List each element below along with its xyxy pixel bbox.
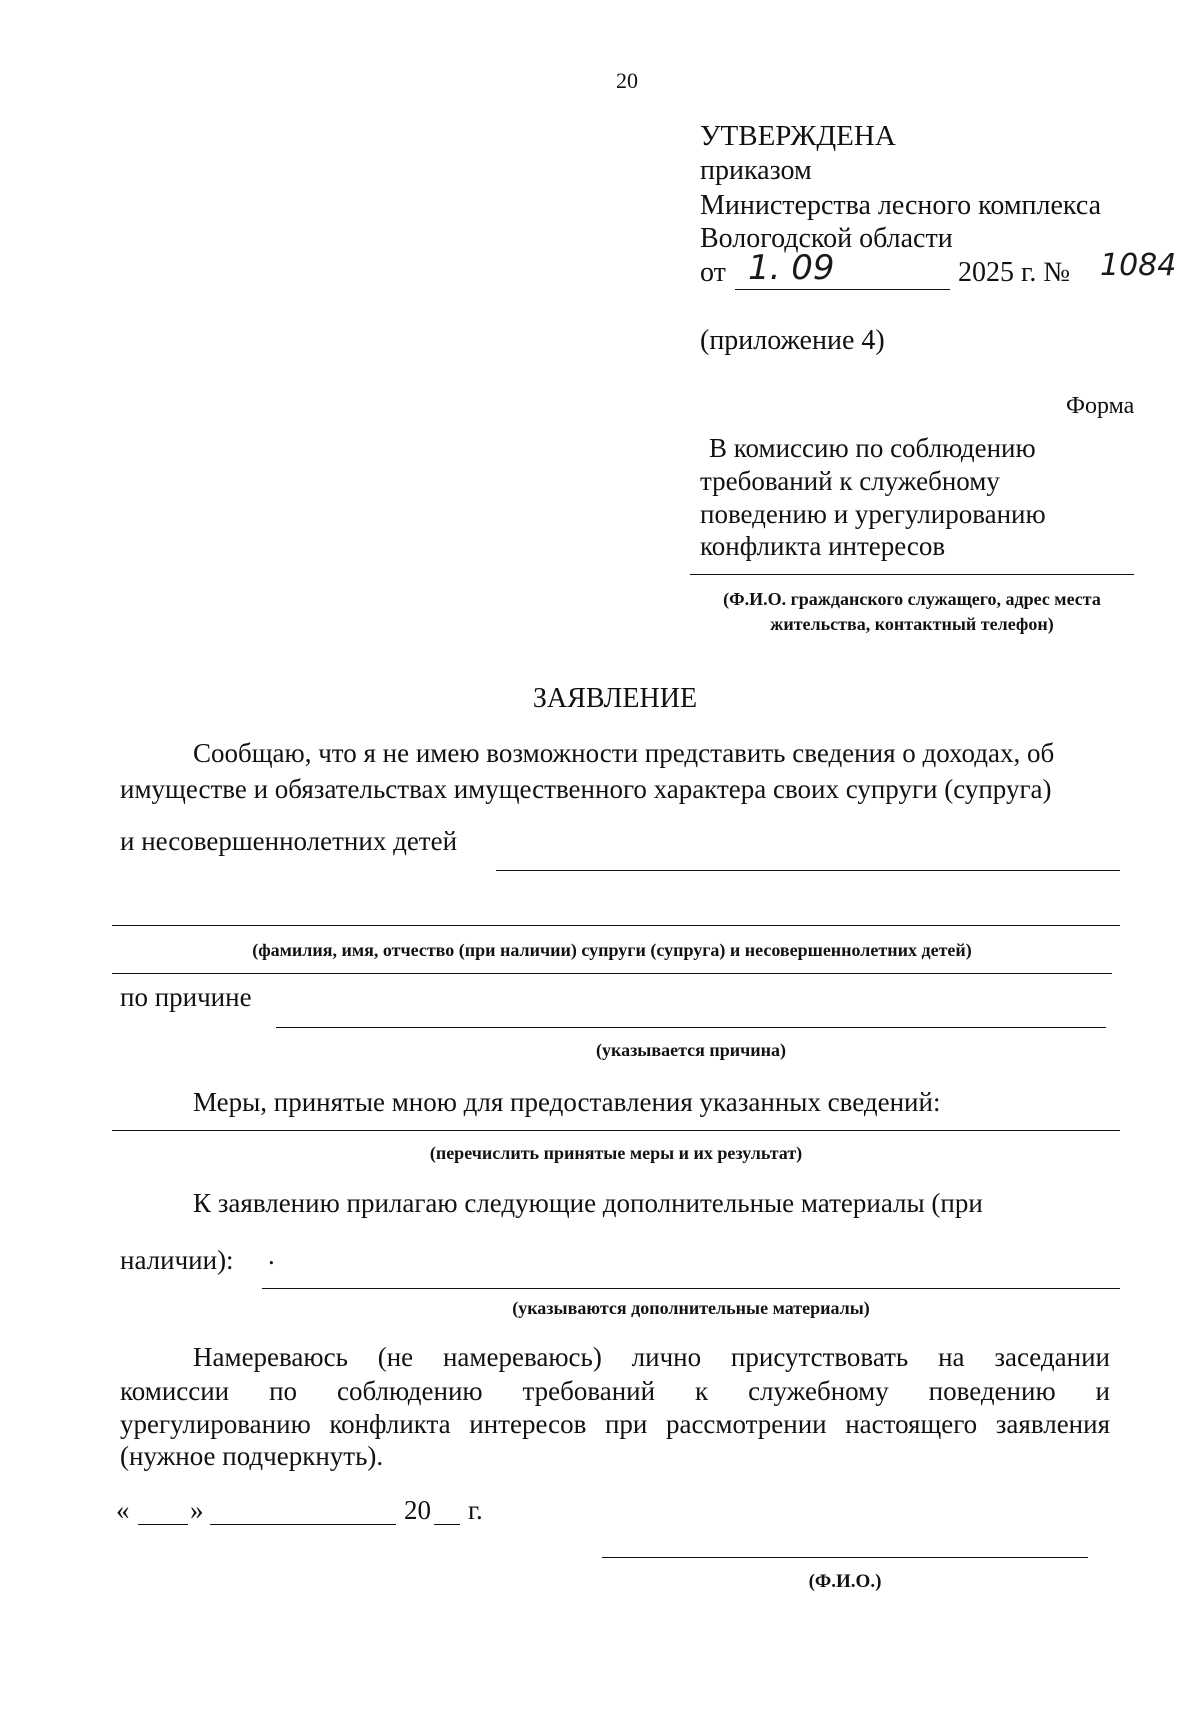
reason-caption: (указывается причина) xyxy=(595,1040,787,1060)
approval-year-number-label: 2025 г. № xyxy=(958,257,1071,288)
date-quote-close: » xyxy=(190,1495,204,1525)
date-quote-open: « xyxy=(116,1495,130,1525)
year-prefix: 20 xyxy=(404,1495,431,1525)
names-caption: (фамилия, имя, отчество (при наличии) супруги (супруга) и несовершеннолетних детей) xyxy=(252,940,972,960)
day-input-line xyxy=(138,1524,188,1525)
names-input-line-1 xyxy=(496,870,1120,871)
form-label: Форма xyxy=(1066,393,1135,419)
intent-line-2: комиссии по соблюдению требований к служебному поведению и xyxy=(120,1376,1110,1406)
intent-line-1: Намереваюсь (не намереваюсь) лично присутствовать на заседании xyxy=(193,1342,1110,1372)
intent-line-4: (нужное подчеркнуть). xyxy=(120,1441,384,1471)
attachments-input-line xyxy=(262,1288,1120,1289)
attachments-line-2: наличии): xyxy=(120,1245,234,1275)
fio-caption: (Ф.И.О.) xyxy=(808,1571,882,1592)
addressee-line-2: требований к служебному xyxy=(700,466,1000,496)
measures-caption: (перечислить принятые меры и их результат) xyxy=(429,1143,803,1163)
attachments-dot: . xyxy=(268,1240,275,1270)
statement-line-3: и несовершеннолетних детей xyxy=(120,826,458,856)
document-title: ЗАЯВЛЕНИЕ xyxy=(532,683,698,714)
intent-line-3: урегулированию конфликта интересов при рассмотрении настоящего заявления xyxy=(120,1409,1110,1439)
approval-appendix: (приложение 4) xyxy=(700,325,885,356)
approval-number-handwritten: 1084 xyxy=(1100,248,1177,283)
attachments-caption: (указываются дополнительные материалы) xyxy=(512,1298,870,1318)
statement-line-1: Сообщаю, что я не имею возможности представить сведения о доходах, об xyxy=(193,738,1055,768)
reason-input-line xyxy=(276,1027,1106,1028)
applicant-info-line xyxy=(690,574,1134,575)
statement-line-2: имуществе и обязательствах имущественного характера своих супруги (супруга) xyxy=(120,774,1052,804)
applicant-caption-2: жительства, контактный телефон) xyxy=(770,614,1054,634)
reason-label: по причине xyxy=(120,982,252,1012)
fio-input-line xyxy=(602,1557,1088,1558)
attachments-line-1: К заявлению прилагаю следующие дополнительные материалы (при xyxy=(193,1188,983,1218)
page-number: 20 xyxy=(616,68,638,93)
month-input-line xyxy=(210,1524,396,1525)
date-underline xyxy=(735,289,950,290)
approval-heading: УТВЕРЖДЕНА xyxy=(700,120,896,152)
approval-date-prefix: от xyxy=(700,257,726,288)
applicant-caption-1: (Ф.И.О. гражданского служащего, адрес места xyxy=(723,589,1101,609)
measures-text: Меры, принятые мною для предоставления указанных сведений: xyxy=(193,1087,941,1117)
approval-line-3: Вологодской области xyxy=(700,223,953,254)
addressee-line-3: поведению и урегулированию xyxy=(700,499,1046,529)
approval-line-2: Министерства лесного комплекса xyxy=(700,190,1102,221)
names-input-line-2 xyxy=(112,925,1120,926)
addressee-line-4: конфликта интересов xyxy=(700,531,946,561)
measures-input-line xyxy=(112,1130,1120,1131)
year-suffix: г. xyxy=(468,1495,483,1525)
names-input-line-3 xyxy=(112,973,1112,974)
addressee-line-1: В комиссию по соблюдению xyxy=(709,433,1036,463)
approval-date-handwritten: 1. 09 xyxy=(748,248,835,288)
year-input-line xyxy=(434,1524,460,1525)
approval-line-1: приказом xyxy=(700,155,812,186)
